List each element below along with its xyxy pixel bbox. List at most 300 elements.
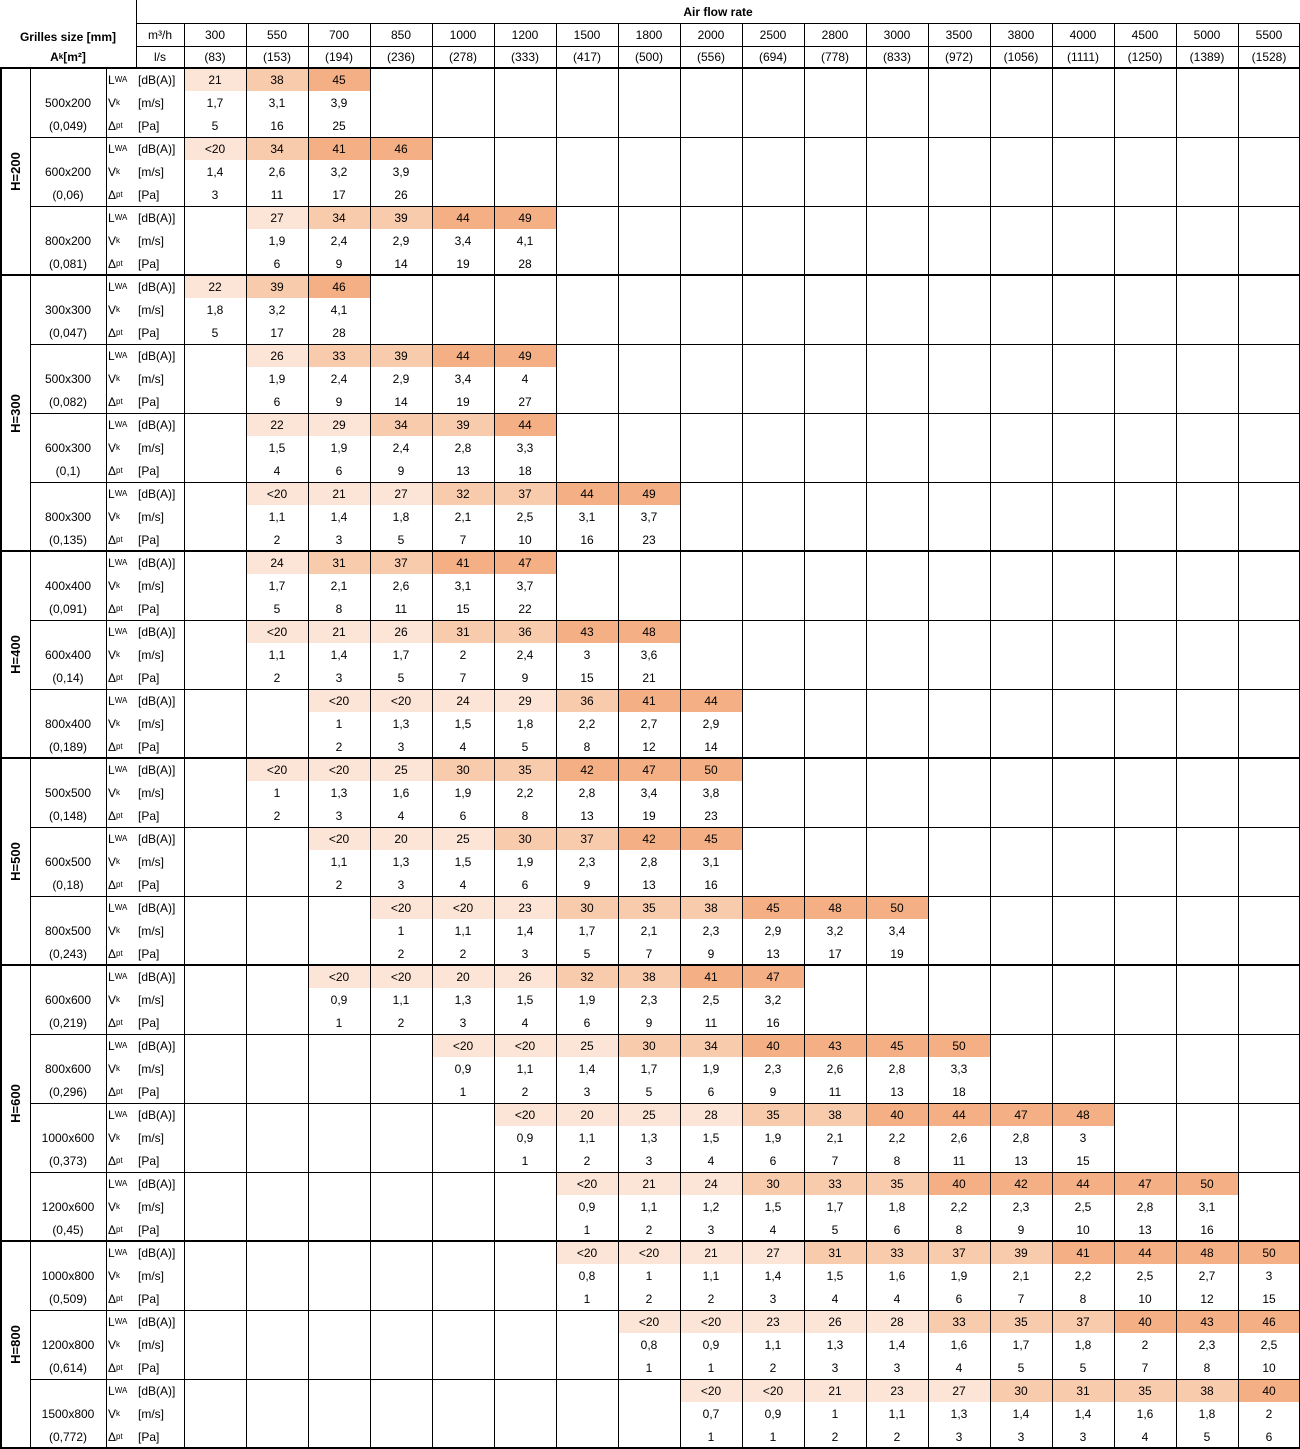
dp-value: 17 (332, 187, 346, 202)
vk-value: 3,4 (454, 371, 472, 386)
lwa-value: 34 (308, 206, 370, 229)
lwa-value: 21 (184, 68, 246, 91)
lwa-value: 25 (556, 1034, 618, 1057)
flow-ls-300: (83) (204, 50, 226, 64)
lwa-label-unit: [dB(A)] (138, 1245, 176, 1260)
lwa-value: 25 (432, 827, 494, 850)
vk-label: V k (108, 509, 121, 524)
grille-ak: (0,1) (55, 463, 81, 478)
lwa-value: 39 (432, 413, 494, 436)
vk-value: 2,2 (578, 716, 596, 731)
vk-label-unit: [m/s] (138, 302, 164, 317)
flow-ls-2500: (694) (758, 50, 787, 64)
dp-value: 8 (335, 601, 343, 616)
lwa-label-unit: [dB(A)] (138, 348, 176, 363)
lwa-label: L WA (108, 1107, 128, 1122)
dp-value: 9 (645, 1015, 653, 1030)
vk-value: 1,9 (516, 854, 534, 869)
lwa-value: 29 (308, 413, 370, 436)
vk-value: 1,6 (888, 1268, 906, 1283)
dp-value: 8 (1203, 1360, 1211, 1375)
lwa-value: 33 (804, 1172, 866, 1195)
dp-label: Δ pt (108, 325, 123, 340)
grille-ak: (0,091) (48, 601, 88, 616)
flow-m3h-3000: 3000 (883, 28, 911, 42)
lwa-label-unit: [dB(A)] (138, 900, 176, 915)
dp-value: 5 (1203, 1429, 1211, 1444)
flow-m3h-4500: 4500 (1131, 28, 1159, 42)
lwa-value: 49 (494, 344, 556, 367)
dp-label-unit: [Pa] (138, 118, 160, 133)
vk-value: 2,4 (516, 647, 534, 662)
value-col-line (1238, 24, 1239, 1448)
dp-value: 7 (645, 946, 653, 961)
vk-value: 3,6 (640, 647, 658, 662)
flow-ls-550: (153) (262, 50, 291, 64)
ak-header: A k [m²] (50, 50, 86, 64)
dp-value: 13 (890, 1084, 904, 1099)
vk-value: 1,6 (1136, 1406, 1154, 1421)
lwa-label-unit: [dB(A)] (138, 1314, 176, 1329)
vk-value: 1,9 (578, 992, 596, 1007)
vk-label: V k (108, 923, 121, 938)
vk-value: 2,5 (1074, 1199, 1092, 1214)
dp-value: 26 (394, 187, 408, 202)
vk-value: 1,3 (392, 716, 410, 731)
size-col-line (106, 68, 107, 1448)
vk-value: 2,8 (1136, 1199, 1154, 1214)
group-label: H=400 (7, 635, 23, 674)
lwa-value: 21 (308, 620, 370, 643)
vk-value: 1,7 (578, 923, 596, 938)
vk-value: 3,2 (330, 164, 348, 179)
vk-value: 2,6 (392, 578, 410, 593)
lwa-value: 31 (1052, 1379, 1114, 1402)
vk-value: 1,1 (640, 1199, 658, 1214)
vk-value: 1 (273, 785, 281, 800)
dp-value: 5 (397, 532, 405, 547)
lwa-value: 38 (1176, 1379, 1238, 1402)
dp-value: 2 (273, 808, 281, 823)
lwa-value: <20 (742, 1379, 804, 1402)
grille-ak: (0,509) (48, 1291, 88, 1306)
lwa-value: 30 (432, 758, 494, 781)
lwa-value: 22 (246, 413, 308, 436)
dp-value: 9 (583, 877, 591, 892)
dp-value: 4 (1141, 1429, 1149, 1444)
dp-value: 11 (270, 187, 284, 202)
lwa-value: <20 (308, 689, 370, 712)
vk-value: 2,9 (702, 716, 720, 731)
dp-value: 2 (273, 532, 281, 547)
grille-size: 1200x600 (41, 1199, 95, 1214)
vk-value: 1,1 (888, 1406, 906, 1421)
vk-value: 2,8 (888, 1061, 906, 1076)
dp-value: 25 (332, 118, 346, 133)
vk-value: 2,6 (826, 1061, 844, 1076)
vk-value: 1,8 (1198, 1406, 1216, 1421)
dp-value: 5 (1017, 1360, 1025, 1375)
lwa-value: 50 (866, 896, 928, 919)
lwa-value: 38 (804, 1103, 866, 1126)
vk-value: 2,9 (392, 233, 410, 248)
dp-label: Δ pt (108, 118, 123, 133)
lwa-value: 39 (370, 344, 432, 367)
lwa-label: L WA (108, 693, 128, 708)
group-separator (0, 274, 1300, 276)
vk-label: V k (108, 854, 121, 869)
lwa-value: 50 (680, 758, 742, 781)
dp-label-unit: [Pa] (138, 670, 160, 685)
lwa-value: <20 (556, 1172, 618, 1195)
dp-value: 1 (521, 1153, 529, 1168)
flow-ls-2000: (556) (696, 50, 725, 64)
dp-value: 10 (1138, 1291, 1152, 1306)
dp-value: 16 (580, 532, 594, 547)
vk-value: 0,8 (640, 1337, 658, 1352)
lwa-value: 43 (556, 620, 618, 643)
vk-value: 3 (583, 647, 591, 662)
vk-value: 1,8 (392, 509, 410, 524)
dp-value: 11 (828, 1084, 842, 1099)
dp-label-unit: [Pa] (138, 532, 160, 547)
vk-value: 2,3 (1012, 1199, 1030, 1214)
dp-value: 3 (769, 1291, 777, 1306)
vk-value: 1,5 (826, 1268, 844, 1283)
grille-ak: (0,082) (48, 394, 88, 409)
lwa-value: 21 (308, 482, 370, 505)
vk-value: 3,1 (454, 578, 472, 593)
lwa-value: 28 (866, 1310, 928, 1333)
vk-value: 3,2 (268, 302, 286, 317)
dp-value: 8 (893, 1153, 901, 1168)
dp-value: 18 (518, 463, 532, 478)
lwa-value: 31 (804, 1241, 866, 1264)
dp-value: 16 (1200, 1222, 1214, 1237)
dp-label: Δ pt (108, 601, 123, 616)
dp-value: 2 (335, 877, 343, 892)
lwa-label: L WA (108, 624, 128, 639)
vk-value: 2 (459, 647, 467, 662)
dp-value: 1 (645, 1360, 653, 1375)
lwa-value: 38 (680, 896, 742, 919)
lwa-label-unit: [dB(A)] (138, 831, 176, 846)
lwa-value: 24 (246, 551, 308, 574)
vk-value: 1,9 (764, 1130, 782, 1145)
vk-value: 1,4 (764, 1268, 782, 1283)
lwa-value: 42 (990, 1172, 1052, 1195)
lwa-label: L WA (108, 831, 128, 846)
vk-value: 1,7 (268, 578, 286, 593)
lwa-value: 35 (494, 758, 556, 781)
row-separator (30, 1310, 1300, 1311)
dp-label: Δ pt (108, 463, 123, 478)
lwa-value: 35 (866, 1172, 928, 1195)
lwa-value: 41 (680, 965, 742, 988)
lwa-label-unit: [dB(A)] (138, 624, 176, 639)
flow-ls-3000: (833) (882, 50, 911, 64)
dp-value: 9 (397, 463, 405, 478)
vk-value: 0,8 (578, 1268, 596, 1283)
dp-value: 14 (704, 739, 718, 754)
lwa-value: 31 (308, 551, 370, 574)
vk-value: 1,9 (454, 785, 472, 800)
vk-value: 2,4 (392, 440, 410, 455)
dp-value: 19 (642, 808, 656, 823)
dp-value: 13 (766, 946, 780, 961)
vk-label: V k (108, 647, 121, 662)
left-border (0, 68, 2, 1448)
dp-value: 6 (273, 256, 281, 271)
dp-value: 2 (707, 1291, 715, 1306)
lwa-value: 30 (990, 1379, 1052, 1402)
vk-value: 1,3 (330, 785, 348, 800)
vk-value: 0,7 (702, 1406, 720, 1421)
dp-value: 5 (645, 1084, 653, 1099)
grille-size: 1000x800 (41, 1268, 95, 1283)
vk-value: 1,1 (702, 1268, 720, 1283)
row-separator (30, 413, 1300, 414)
lwa-label-unit: [dB(A)] (138, 1038, 176, 1053)
dp-value: 10 (1262, 1360, 1276, 1375)
lwa-value: <20 (680, 1379, 742, 1402)
dp-label-unit: [Pa] (138, 1222, 160, 1237)
dp-value: 8 (955, 1222, 963, 1237)
vk-value: 1,1 (578, 1130, 596, 1145)
vk-label: V k (108, 440, 121, 455)
lwa-value: 20 (370, 827, 432, 850)
vk-value: 2 (1141, 1337, 1149, 1352)
vk-label: V k (108, 1061, 121, 1076)
dp-value: 10 (518, 532, 532, 547)
dp-value: 7 (1141, 1360, 1149, 1375)
lwa-value: 44 (1114, 1241, 1176, 1264)
lwa-value: 42 (618, 827, 680, 850)
vk-value: 3,7 (640, 509, 658, 524)
lwa-value: 23 (742, 1310, 804, 1333)
dp-label: Δ pt (108, 1360, 123, 1375)
value-col-line (680, 24, 681, 1448)
vk-value: 1,1 (454, 923, 472, 938)
dp-label-unit: [Pa] (138, 463, 160, 478)
value-col-line (928, 24, 929, 1448)
group-separator (0, 1240, 1300, 1242)
lwa-value: 48 (618, 620, 680, 643)
lwa-value: 50 (1238, 1241, 1300, 1264)
dp-value: 7 (1017, 1291, 1025, 1306)
dp-value: 4 (893, 1291, 901, 1306)
vk-value: 1,7 (640, 1061, 658, 1076)
dp-value: 11 (952, 1153, 966, 1168)
dp-value: 2 (397, 946, 405, 961)
grille-size: 600x500 (44, 854, 92, 869)
vk-value: 2,2 (1074, 1268, 1092, 1283)
dp-value: 13 (580, 808, 594, 823)
dp-label-unit: [Pa] (138, 877, 160, 892)
vk-label-unit: [m/s] (138, 1130, 164, 1145)
dp-value: 4 (955, 1360, 963, 1375)
vk-value: 4 (521, 371, 529, 386)
group-separator (0, 964, 1300, 966)
vk-value: 2,2 (888, 1130, 906, 1145)
lwa-value: 35 (618, 896, 680, 919)
dp-value: 6 (707, 1084, 715, 1099)
vk-value: 2,1 (826, 1130, 844, 1145)
row-separator (30, 827, 1300, 828)
lwa-value: 44 (432, 344, 494, 367)
dp-value: 2 (583, 1153, 591, 1168)
vk-label-unit: [m/s] (138, 1199, 164, 1214)
lwa-value: 48 (1176, 1241, 1238, 1264)
dp-value: 16 (766, 1015, 780, 1030)
flow-ls-1200: (333) (510, 50, 539, 64)
lwa-label-unit: [dB(A)] (138, 141, 176, 156)
unit-m3h-label: m³/h (148, 28, 172, 42)
lwa-value: 39 (246, 275, 308, 298)
dp-value: 6 (1265, 1429, 1273, 1444)
lwa-value: 37 (1052, 1310, 1114, 1333)
dp-value: 19 (456, 256, 470, 271)
dp-label-unit: [Pa] (138, 808, 160, 823)
dp-label-unit: [Pa] (138, 1015, 160, 1030)
vk-value: 3,9 (392, 164, 410, 179)
vk-label: V k (108, 233, 121, 248)
dp-value: 6 (521, 877, 529, 892)
lwa-value: 50 (1176, 1172, 1238, 1195)
lwa-value: 33 (308, 344, 370, 367)
dp-value: 5 (831, 1222, 839, 1237)
grille-size: 800x200 (44, 233, 92, 248)
lwa-value: 30 (742, 1172, 804, 1195)
vk-value: 1,7 (1012, 1337, 1030, 1352)
vk-label: V k (108, 302, 121, 317)
vk-value: 1,6 (950, 1337, 968, 1352)
dp-value: 6 (583, 1015, 591, 1030)
vk-value: 1,5 (454, 716, 472, 731)
dp-value: 5 (211, 118, 219, 133)
dp-value: 21 (642, 670, 656, 685)
vk-value: 1,4 (1074, 1406, 1092, 1421)
dp-value: 3 (521, 946, 529, 961)
vk-value: 1,4 (516, 923, 534, 938)
dp-label: Δ pt (108, 1084, 123, 1099)
header-line (136, 23, 1300, 24)
lwa-value: 45 (742, 896, 804, 919)
lwa-value: 21 (804, 1379, 866, 1402)
grille-ak: (0,047) (48, 325, 88, 340)
vk-label-unit: [m/s] (138, 164, 164, 179)
vk-value: 1,1 (516, 1061, 534, 1076)
row-separator (30, 1034, 1300, 1035)
lwa-value: 20 (432, 965, 494, 988)
vk-value: 3,4 (640, 785, 658, 800)
grille-ak: (0,148) (48, 808, 88, 823)
dp-value: 3 (397, 877, 405, 892)
row-separator (30, 344, 1300, 345)
vk-value: 2,5 (702, 992, 720, 1007)
dp-value: 22 (518, 601, 532, 616)
vk-value: 3,8 (702, 785, 720, 800)
dp-value: 1 (583, 1291, 591, 1306)
lwa-label: L WA (108, 210, 128, 225)
lwa-value: 34 (680, 1034, 742, 1057)
value-col-line (804, 24, 805, 1448)
flow-m3h-1500: 1500 (573, 28, 601, 42)
vk-value: 3,4 (454, 233, 472, 248)
header-line (136, 46, 1300, 47)
lwa-value: <20 (432, 896, 494, 919)
lwa-value: 44 (556, 482, 618, 505)
dp-label-unit: [Pa] (138, 1084, 160, 1099)
vk-value: 1,7 (826, 1199, 844, 1214)
lwa-value: <20 (432, 1034, 494, 1057)
dp-value: 1 (459, 1084, 467, 1099)
vk-value: 2,3 (702, 923, 720, 938)
vk-value: 3,1 (578, 509, 596, 524)
grille-size: 600x600 (44, 992, 92, 1007)
flow-ls-3500: (972) (944, 50, 973, 64)
vk-label-unit: [m/s] (138, 578, 164, 593)
lwa-value: <20 (246, 758, 308, 781)
grille-size: 500x200 (44, 95, 92, 110)
lwa-value: 45 (866, 1034, 928, 1057)
vk-value: 1,7 (392, 647, 410, 662)
vk-value: 0,9 (764, 1406, 782, 1421)
lwa-label: L WA (108, 1038, 128, 1053)
dp-value: 6 (893, 1222, 901, 1237)
vk-value: 2 (1265, 1406, 1273, 1421)
lwa-value: 48 (804, 896, 866, 919)
grille-ak: (0,45) (52, 1222, 84, 1237)
lwa-value: 43 (804, 1034, 866, 1057)
dp-label: Δ pt (108, 394, 123, 409)
dp-value: 2 (893, 1429, 901, 1444)
grille-size: 800x400 (44, 716, 92, 731)
vk-value: 4,1 (516, 233, 534, 248)
vk-label-unit: [m/s] (138, 1061, 164, 1076)
vk-value: 2,1 (330, 578, 348, 593)
vk-value: 1,9 (702, 1061, 720, 1076)
lwa-value: 40 (1114, 1310, 1176, 1333)
dp-value: 11 (394, 601, 408, 616)
vk-value: 2,1 (1012, 1268, 1030, 1283)
lwa-value: 29 (494, 689, 556, 712)
vk-value: 2,7 (1198, 1268, 1216, 1283)
flow-ls-1800: (500) (634, 50, 663, 64)
value-col-line (1176, 24, 1177, 1448)
group-separator (0, 757, 1300, 759)
dp-value: 1 (769, 1429, 777, 1444)
vk-value: 1,4 (206, 164, 224, 179)
dp-value: 8 (583, 739, 591, 754)
vk-label-unit: [m/s] (138, 923, 164, 938)
lwa-value: 47 (494, 551, 556, 574)
dp-value: 6 (335, 463, 343, 478)
value-col-line (556, 24, 557, 1448)
lwa-label-unit: [dB(A)] (138, 1176, 176, 1191)
vk-value: 1,4 (888, 1337, 906, 1352)
vk-label-unit: [m/s] (138, 233, 164, 248)
dp-label: Δ pt (108, 670, 123, 685)
lwa-value: 41 (618, 689, 680, 712)
vk-value: 1,1 (330, 854, 348, 869)
dp-value: 6 (955, 1291, 963, 1306)
vk-value: 2,6 (268, 164, 286, 179)
grille-size: 600x200 (44, 164, 92, 179)
lwa-value: 23 (866, 1379, 928, 1402)
vk-value: 1,3 (950, 1406, 968, 1421)
dp-label-unit: [Pa] (138, 187, 160, 202)
